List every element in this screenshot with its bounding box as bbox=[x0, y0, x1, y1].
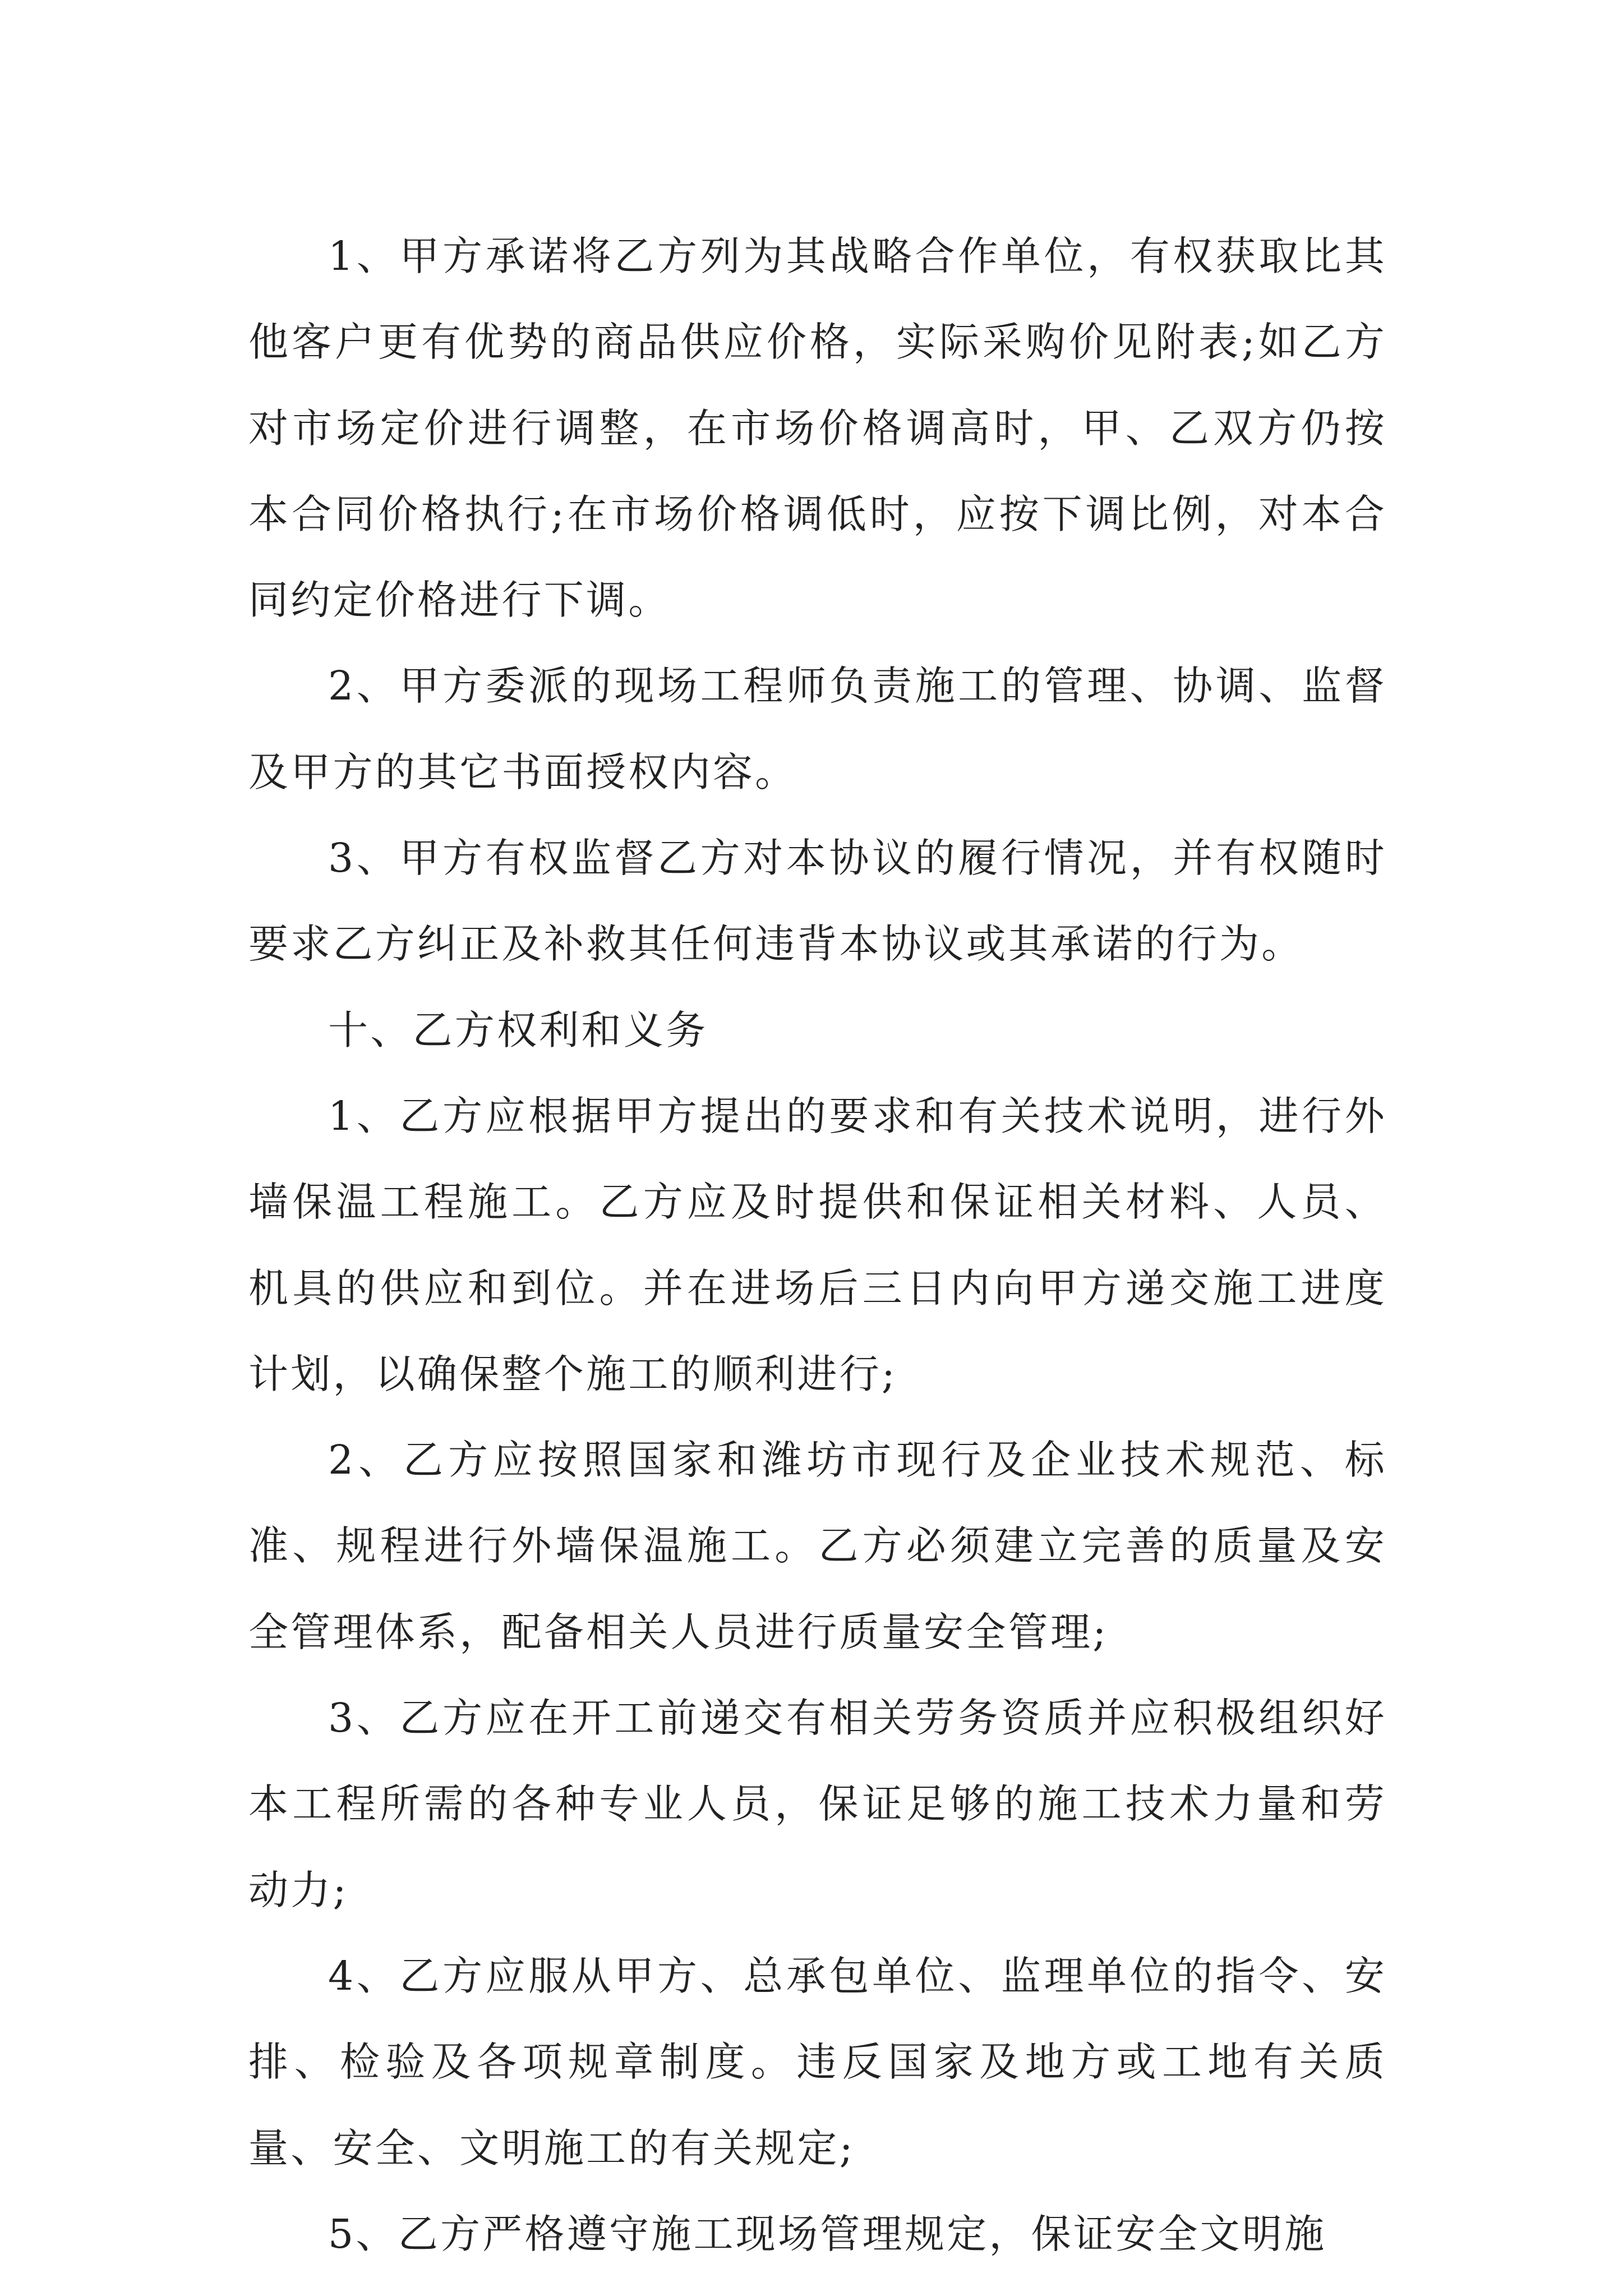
paragraph-party-b-item-4: 4、乙方应服从甲方、总承包单位、监理单位的指令、安排、检验及各项规章制度。违反国家及地方或工地有关质量、安全、文明施工的有关规定; bbox=[248, 1952, 1387, 2171]
paragraph-party-b-item-2: 2、乙方应按照国家和潍坊市现行及企业技术规范、标准、规程进行外墙保温施工。乙方必须建立完善的质量及安全管理体系，配备相关人员进行质量安全管理; bbox=[248, 1437, 1387, 1655]
paragraph-party-a-item-1: 1、甲方承诺将乙方列为其战略合作单位，有权获取比其他客户更有优势的商品供应价格，实际采购价见附表;如乙方对市场定价进行调整，在市场价格调高时，甲、乙双方仍按本合同价格执行;在市场价格调低时，应按下调比例，对本合同约定价格进行下调。 bbox=[248, 233, 1387, 624]
paragraph-party-b-item-1: 1、乙方应根据甲方提出的要求和有关技术说明，进行外墙保温工程施工。乙方应及时提供和保证相关材料、人员、机具的供应和到位。并在进场后三日内向甲方递交施工进度计划，以确保整个施工的顺利进行; bbox=[248, 1092, 1387, 1397]
section-heading-party-b-rights: 十、乙方权利和义务 bbox=[328, 1006, 708, 1053]
paragraph-party-b-item-3: 3、乙方应在开工前递交有相关劳务资质并应积极组织好本工程所需的各种专业人员，保证足够的施工技术力量和劳动力; bbox=[248, 1695, 1387, 1913]
document-body bbox=[248, 213, 1387, 2277]
paragraph-party-a-item-2: 2、甲方委派的现场工程师负责施工的管理、协调、监督及甲方的其它书面授权内容。 bbox=[248, 662, 1387, 795]
paragraph-party-a-item-3: 3、甲方有权监督乙方对本协议的履行情况，并有权随时要求乙方纠正及补救其任何违背本协议或其承诺的行为。 bbox=[248, 835, 1387, 968]
paragraph-party-b-item-5: 5、乙方严格遵守施工现场管理规定，保证安全文明施 bbox=[328, 2210, 1327, 2257]
